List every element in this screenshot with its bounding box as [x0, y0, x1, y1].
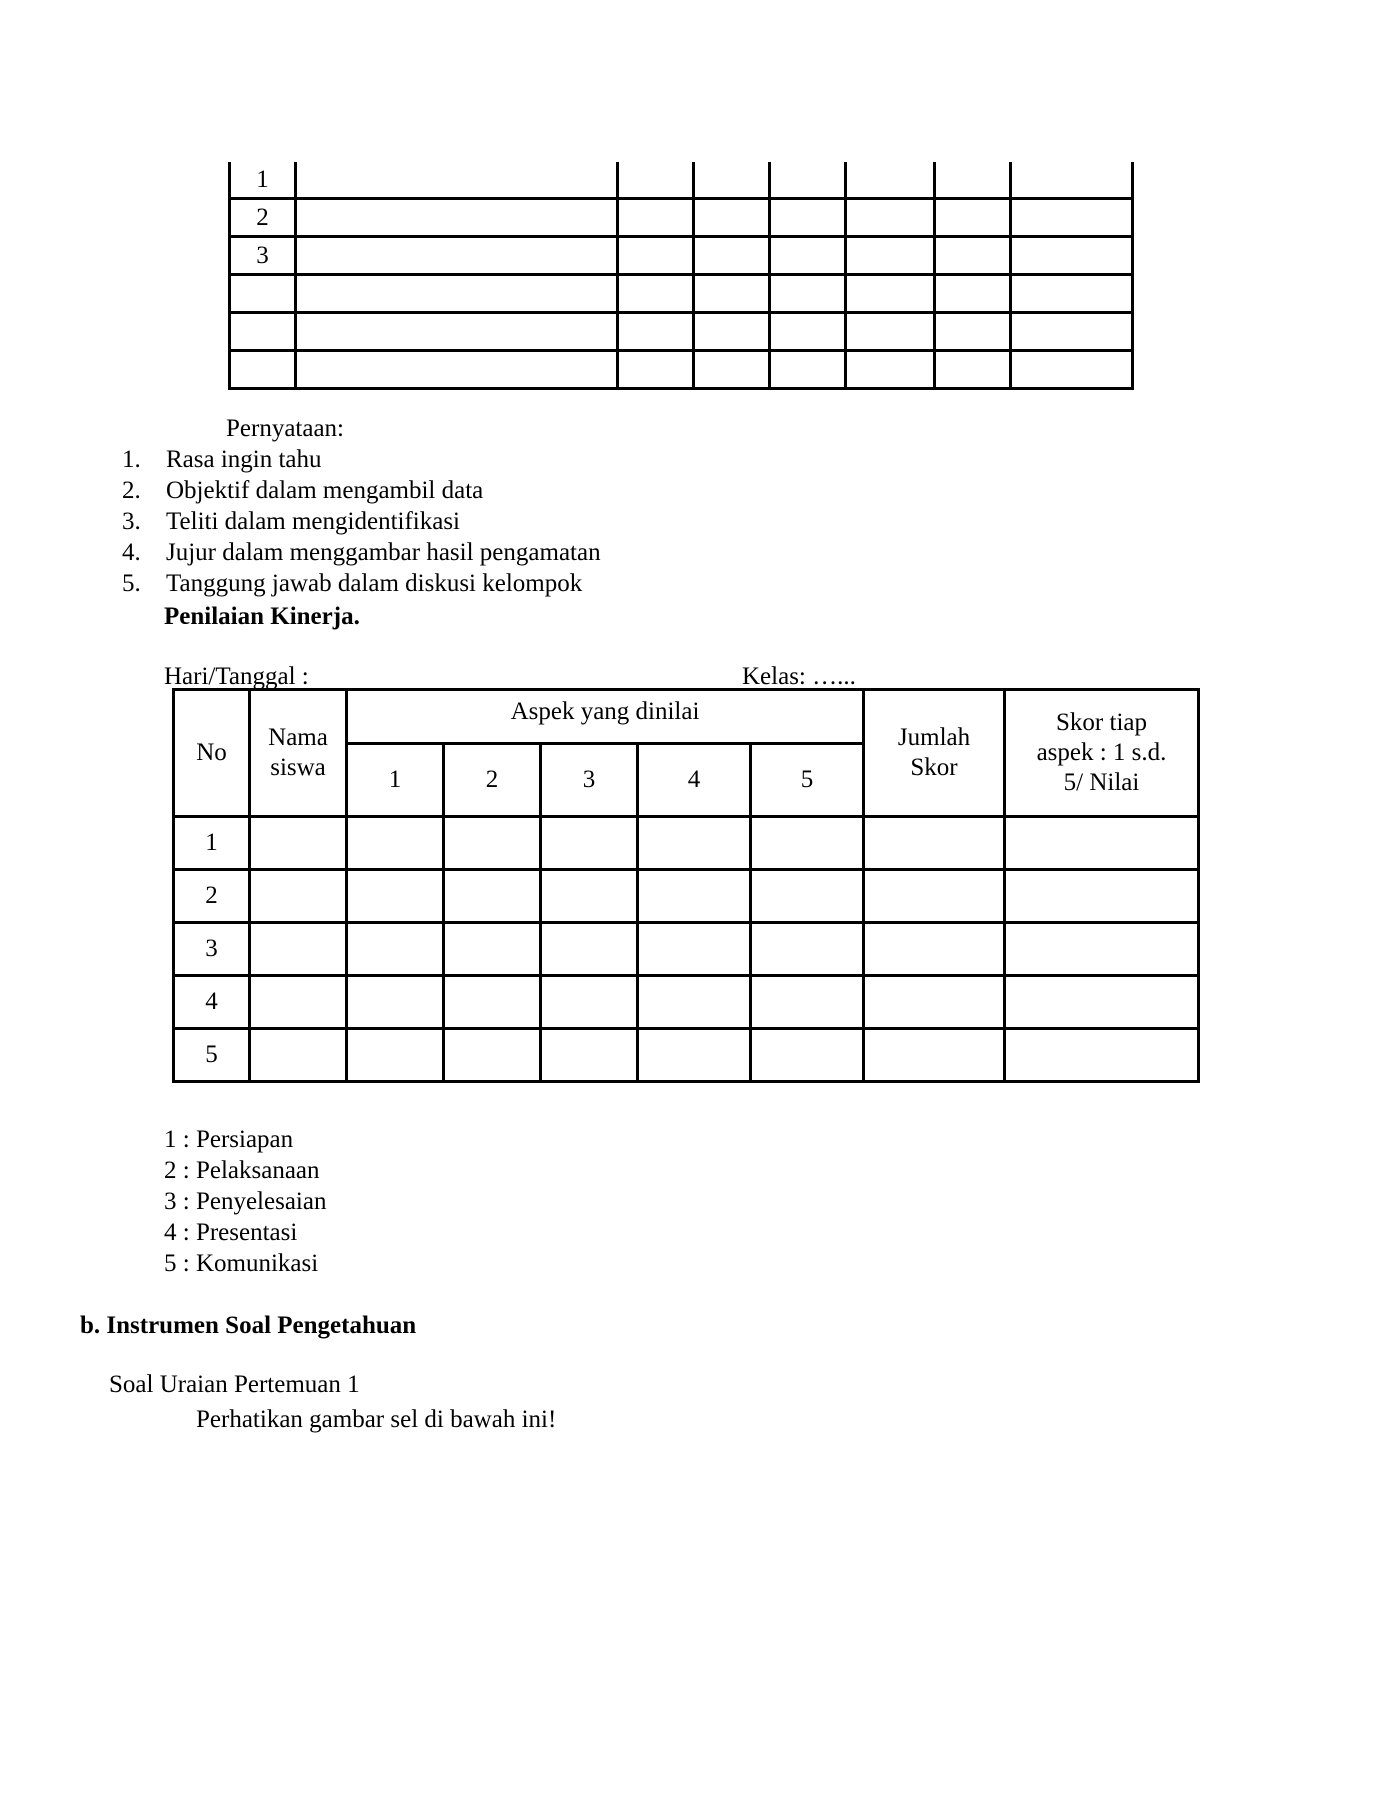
table-cell: [864, 923, 1005, 976]
table-cell: [618, 199, 694, 237]
list-item: [122, 507, 601, 538]
list-item-text: Rasa ingin tahu: [166, 446, 322, 473]
table-cell: [296, 237, 618, 275]
table-cell: [296, 199, 618, 237]
row-number: 5: [174, 1029, 250, 1082]
legend-item: 1 : Persiapan: [164, 1126, 294, 1153]
table-cell: [618, 351, 694, 389]
table-cell: [751, 817, 864, 870]
class-label: Kelas: …...: [742, 663, 856, 690]
table-cell: [935, 351, 1011, 389]
table-cell: [935, 237, 1011, 275]
table-cell: [541, 923, 638, 976]
table-cell: [638, 817, 751, 870]
header-skor: Skor tiap aspek : 1 s.d. 5/ Nilai: [1005, 690, 1199, 817]
table-cell: [541, 1029, 638, 1082]
table-cell: [1005, 817, 1199, 870]
aspect-legend: [164, 1125, 326, 1280]
table-cell: [444, 817, 541, 870]
list-item: [122, 538, 601, 569]
table-row: [230, 313, 1133, 351]
row-number: 1: [174, 817, 250, 870]
row-number: 3: [174, 923, 250, 976]
table-cell: [751, 1029, 864, 1082]
table-cell: [1005, 923, 1199, 976]
list-item-text: Tanggung jawab dalam diskusi kelompok: [166, 570, 583, 597]
table-cell: [296, 162, 618, 199]
table-cell: [618, 162, 694, 199]
table-row: [174, 1029, 1199, 1082]
list-item-number: 3.: [122, 508, 141, 535]
row-number: 2: [174, 870, 250, 923]
legend-item: 3 : Penyelesaian: [164, 1188, 327, 1215]
table-cell: [444, 1029, 541, 1082]
table-cell: [618, 275, 694, 313]
table-cell: [935, 313, 1011, 351]
table-cell: [846, 351, 935, 389]
table-cell: [770, 351, 846, 389]
table-row: [174, 870, 1199, 923]
table-cell: [770, 237, 846, 275]
table-cell: [694, 199, 770, 237]
table-cell: [846, 275, 935, 313]
table-cell: [770, 313, 846, 351]
table-cell: [751, 976, 864, 1029]
row-number: [230, 351, 296, 389]
table-cell: [864, 817, 1005, 870]
table-cell: [296, 275, 618, 313]
table-cell: [1011, 199, 1133, 237]
row-number: 3: [230, 237, 296, 275]
table-cell: [541, 817, 638, 870]
row-number: [230, 313, 296, 351]
list-item-text: Objektif dalam mengambil data: [166, 477, 484, 504]
table-cell: [1011, 313, 1133, 351]
table-cell: [694, 237, 770, 275]
table-cell: [751, 923, 864, 976]
header-aspek-col: 1: [347, 744, 444, 817]
table-cell: [694, 313, 770, 351]
table-cell: [846, 313, 935, 351]
table-cell: [1011, 351, 1133, 389]
table-cell: [694, 351, 770, 389]
table-cell: [618, 313, 694, 351]
list-item: [122, 569, 601, 600]
table-cell: [1005, 870, 1199, 923]
kinerja-title: Penilaian Kinerja.: [164, 603, 360, 630]
table-cell: [250, 870, 347, 923]
statements-list: [122, 445, 601, 600]
table-cell: [541, 976, 638, 1029]
table-cell: [846, 199, 935, 237]
header-aspek-col: 2: [444, 744, 541, 817]
table-cell: [444, 976, 541, 1029]
table-row: [230, 351, 1133, 389]
table-cell: [347, 817, 444, 870]
list-item-number: 1.: [122, 446, 141, 473]
table-row: [174, 976, 1199, 1029]
table-cell: [638, 870, 751, 923]
table-row: [174, 817, 1199, 870]
performance-table: [172, 688, 1200, 1083]
table-cell: [541, 870, 638, 923]
table-cell: [1011, 275, 1133, 313]
table-cell: [846, 237, 935, 275]
header-no: No: [174, 690, 250, 817]
section-b-instruction: Perhatikan gambar sel di bawah ini!: [196, 1406, 557, 1433]
list-item-text: Jujur dalam menggambar hasil pengamatan: [166, 539, 601, 566]
header-jumlah: Jumlah Skor: [864, 690, 1005, 817]
table-cell: [347, 923, 444, 976]
table-cell: [250, 817, 347, 870]
row-number: 1: [230, 162, 296, 199]
list-item-text: Teliti dalam mengidentifikasi: [166, 508, 461, 535]
section-b-subheading: Soal Uraian Pertemuan 1: [109, 1371, 360, 1398]
legend-item: 5 : Komunikasi: [164, 1250, 319, 1277]
table-cell: [347, 1029, 444, 1082]
header-nama: Nama siswa: [250, 690, 347, 817]
list-item-number: 2.: [122, 477, 141, 504]
list-item-number: 4.: [122, 539, 141, 566]
table-cell: [347, 976, 444, 1029]
table-cell: [347, 870, 444, 923]
table-cell: [250, 1029, 347, 1082]
table-cell: [638, 1029, 751, 1082]
table-cell: [296, 351, 618, 389]
table-cell: [935, 275, 1011, 313]
table-cell: [751, 870, 864, 923]
section-b-heading: b. Instrumen Soal Pengetahuan: [80, 1312, 417, 1339]
legend-item: 2 : Pelaksanaan: [164, 1157, 320, 1184]
table-cell: [770, 199, 846, 237]
statements-heading: Pernyataan:: [226, 415, 345, 442]
header-aspek-col: 5: [751, 744, 864, 817]
table-cell: [1005, 976, 1199, 1029]
table-cell: [638, 923, 751, 976]
row-number: [230, 275, 296, 313]
table-cell: [864, 870, 1005, 923]
table-cell: [935, 162, 1011, 199]
table-cell: [250, 976, 347, 1029]
table-cell: [846, 162, 935, 199]
table-cell: [444, 923, 541, 976]
table-cell: [618, 237, 694, 275]
table-cell: [444, 870, 541, 923]
table-row: [230, 162, 1133, 199]
header-aspek-col: 3: [541, 744, 638, 817]
list-item: [122, 445, 601, 476]
table-cell: [770, 162, 846, 199]
row-number: 4: [174, 976, 250, 1029]
header-aspek: Aspek yang dinilai: [347, 690, 864, 744]
list-item: [122, 476, 601, 507]
table-cell: [864, 976, 1005, 1029]
table-cell: [864, 1029, 1005, 1082]
observation-table: [228, 162, 1134, 390]
legend-item: 4 : Presentasi: [164, 1219, 298, 1246]
table-cell: [250, 923, 347, 976]
table-row: [230, 275, 1133, 313]
table-row: [230, 199, 1133, 237]
table-cell: [694, 275, 770, 313]
date-label: Hari/Tanggal :: [164, 663, 309, 690]
table-cell: [770, 275, 846, 313]
table-cell: [638, 976, 751, 1029]
row-number: 2: [230, 199, 296, 237]
list-item-number: 5.: [122, 570, 141, 597]
table-cell: [935, 199, 1011, 237]
table-cell: [694, 162, 770, 199]
table-cell: [1005, 1029, 1199, 1082]
table-cell: [296, 313, 618, 351]
header-aspek-col: 4: [638, 744, 751, 817]
table-cell: [1011, 237, 1133, 275]
table-row: [174, 923, 1199, 976]
table-cell: [1011, 162, 1133, 199]
table-row: [230, 237, 1133, 275]
